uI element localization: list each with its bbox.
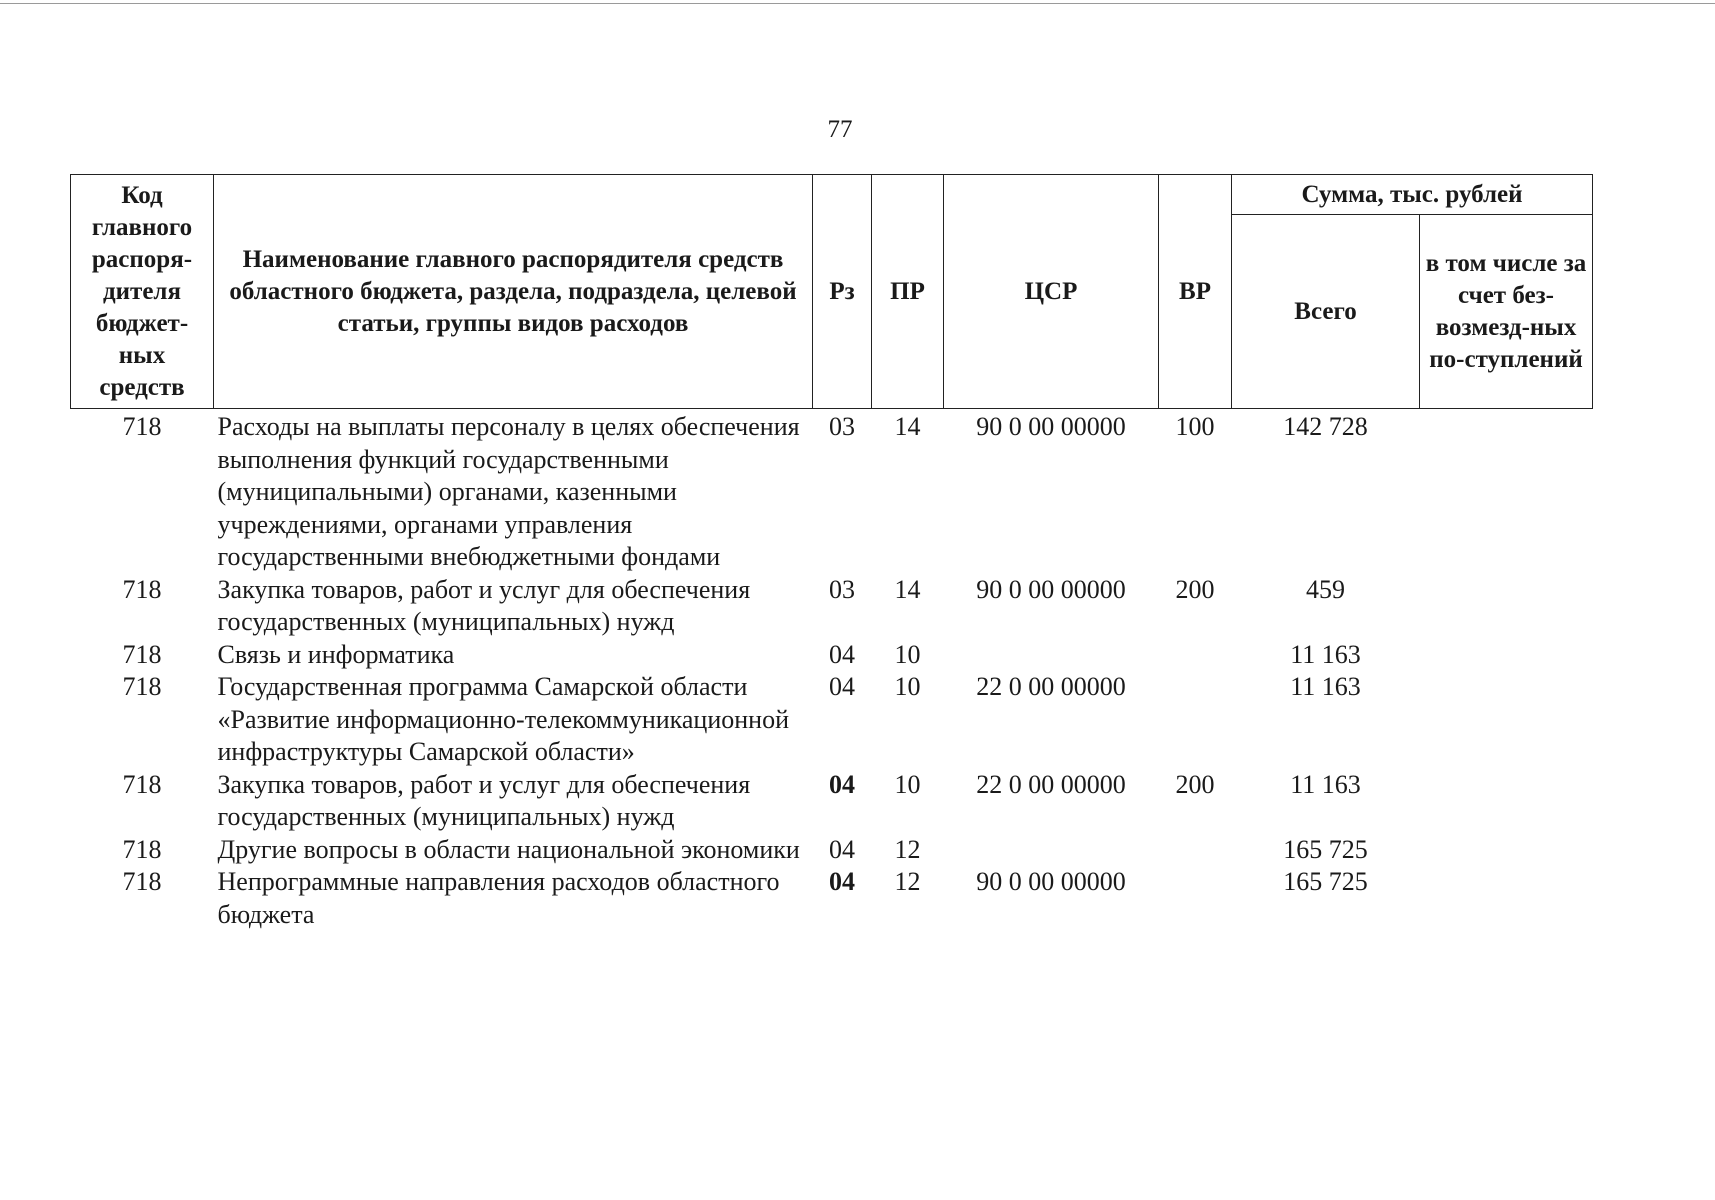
cell-pr: 14	[894, 574, 921, 604]
table-row	[71, 671, 1593, 769]
table-row	[71, 409, 1593, 574]
cell-pr: 10	[894, 639, 921, 669]
cell-pr: 14	[894, 412, 921, 441]
table-body	[71, 409, 1593, 932]
cell-total: 11 163	[1290, 672, 1361, 701]
cell-rz: 03	[829, 412, 855, 441]
table-row	[71, 769, 1593, 834]
cell-name: Закупка товаров, работ и услуг для обеспечения государственных (муниципальных) нужд	[217, 574, 751, 636]
cell-csr	[944, 834, 1159, 867]
header-csr: ЦСР	[944, 175, 1159, 409]
cell-pr: 12	[894, 867, 921, 896]
table-row	[71, 574, 1593, 639]
cell-total: 11 163	[1290, 639, 1361, 669]
top-border-line	[0, 3, 1715, 4]
header-name: Наименование главного распорядителя средств областного бюджета, раздела, подраздела, целевой статьи, группы видов расходов	[214, 175, 813, 409]
cell-name: Другие вопросы в области национальной экономики	[217, 834, 800, 864]
cell-pr: 12	[894, 834, 921, 864]
budget-table	[70, 174, 1593, 931]
cell-rz: 04	[829, 867, 855, 896]
cell-vr	[1159, 671, 1232, 769]
table-row	[71, 834, 1593, 867]
cell-name: Закупка товаров, работ и услуг для обеспечения государственных (муниципальных) нужд	[217, 769, 751, 831]
cell-rz: 04	[829, 769, 855, 799]
cell-name: Расходы на выплаты персоналу в целях обеспечения выполнения функций государственными (муниципальными) органами, казенными учреждениями, органами управления государственными внебюджетными фондами	[217, 412, 800, 571]
cell-pr: 10	[894, 769, 921, 799]
cell-code: 718	[122, 769, 162, 799]
cell-code: 718	[122, 574, 162, 604]
cell-total: 142 728	[1283, 412, 1368, 441]
table-row	[71, 639, 1593, 672]
cell-csr	[944, 639, 1159, 672]
cell-csr: 90 0 00 00000	[976, 867, 1126, 896]
cell-csr: 90 0 00 00000	[976, 574, 1126, 604]
cell-pr: 10	[894, 672, 921, 701]
cell-vr: 100	[1175, 412, 1215, 441]
header-pr: ПР	[872, 175, 944, 409]
header-code: Код главного распоря-дителя бюджет-ных средств	[71, 175, 214, 409]
cell-code: 718	[122, 639, 162, 669]
table-header	[71, 175, 1593, 409]
cell-total: 11 163	[1290, 769, 1361, 799]
cell-free	[1420, 834, 1593, 867]
cell-code: 718	[122, 672, 162, 701]
cell-free	[1420, 671, 1593, 769]
header-sum: Сумма, тыс. рублей	[1232, 175, 1593, 215]
cell-total: 165 725	[1283, 834, 1368, 864]
cell-csr: 22 0 00 00000	[976, 672, 1126, 701]
cell-free	[1420, 866, 1593, 931]
cell-name: Связь и информатика	[217, 639, 455, 669]
cell-code: 718	[122, 834, 162, 864]
cell-name: Непрограммные направления расходов областного бюджета	[217, 867, 780, 929]
header-rz: Рз	[813, 175, 872, 409]
header-vr: ВР	[1159, 175, 1232, 409]
cell-free	[1420, 574, 1593, 639]
header-total: Всего	[1232, 215, 1420, 409]
table-row	[71, 866, 1593, 931]
cell-vr	[1159, 834, 1232, 867]
cell-free	[1420, 639, 1593, 672]
cell-free	[1420, 769, 1593, 834]
cell-vr	[1159, 639, 1232, 672]
cell-name: Государственная программа Самарской области «Развитие информационно-телекоммуникационной инфраструктуры Самарской области»	[217, 672, 790, 766]
cell-rz: 04	[829, 639, 855, 669]
cell-csr: 22 0 00 00000	[976, 769, 1126, 799]
cell-total: 165 725	[1283, 867, 1368, 896]
cell-total: 459	[1306, 574, 1345, 604]
cell-code: 718	[122, 867, 162, 896]
cell-rz: 04	[829, 672, 855, 701]
cell-vr: 200	[1175, 574, 1215, 604]
cell-code: 718	[122, 412, 162, 441]
header-free: в том числе за счет без-возмезд-ных по-ступлений	[1420, 215, 1593, 409]
cell-vr: 200	[1175, 769, 1215, 799]
page-number: 77	[827, 116, 853, 143]
cell-vr	[1159, 866, 1232, 931]
cell-rz: 04	[829, 834, 855, 864]
cell-csr: 90 0 00 00000	[976, 412, 1126, 441]
cell-free	[1420, 409, 1593, 574]
cell-rz: 03	[829, 574, 855, 604]
